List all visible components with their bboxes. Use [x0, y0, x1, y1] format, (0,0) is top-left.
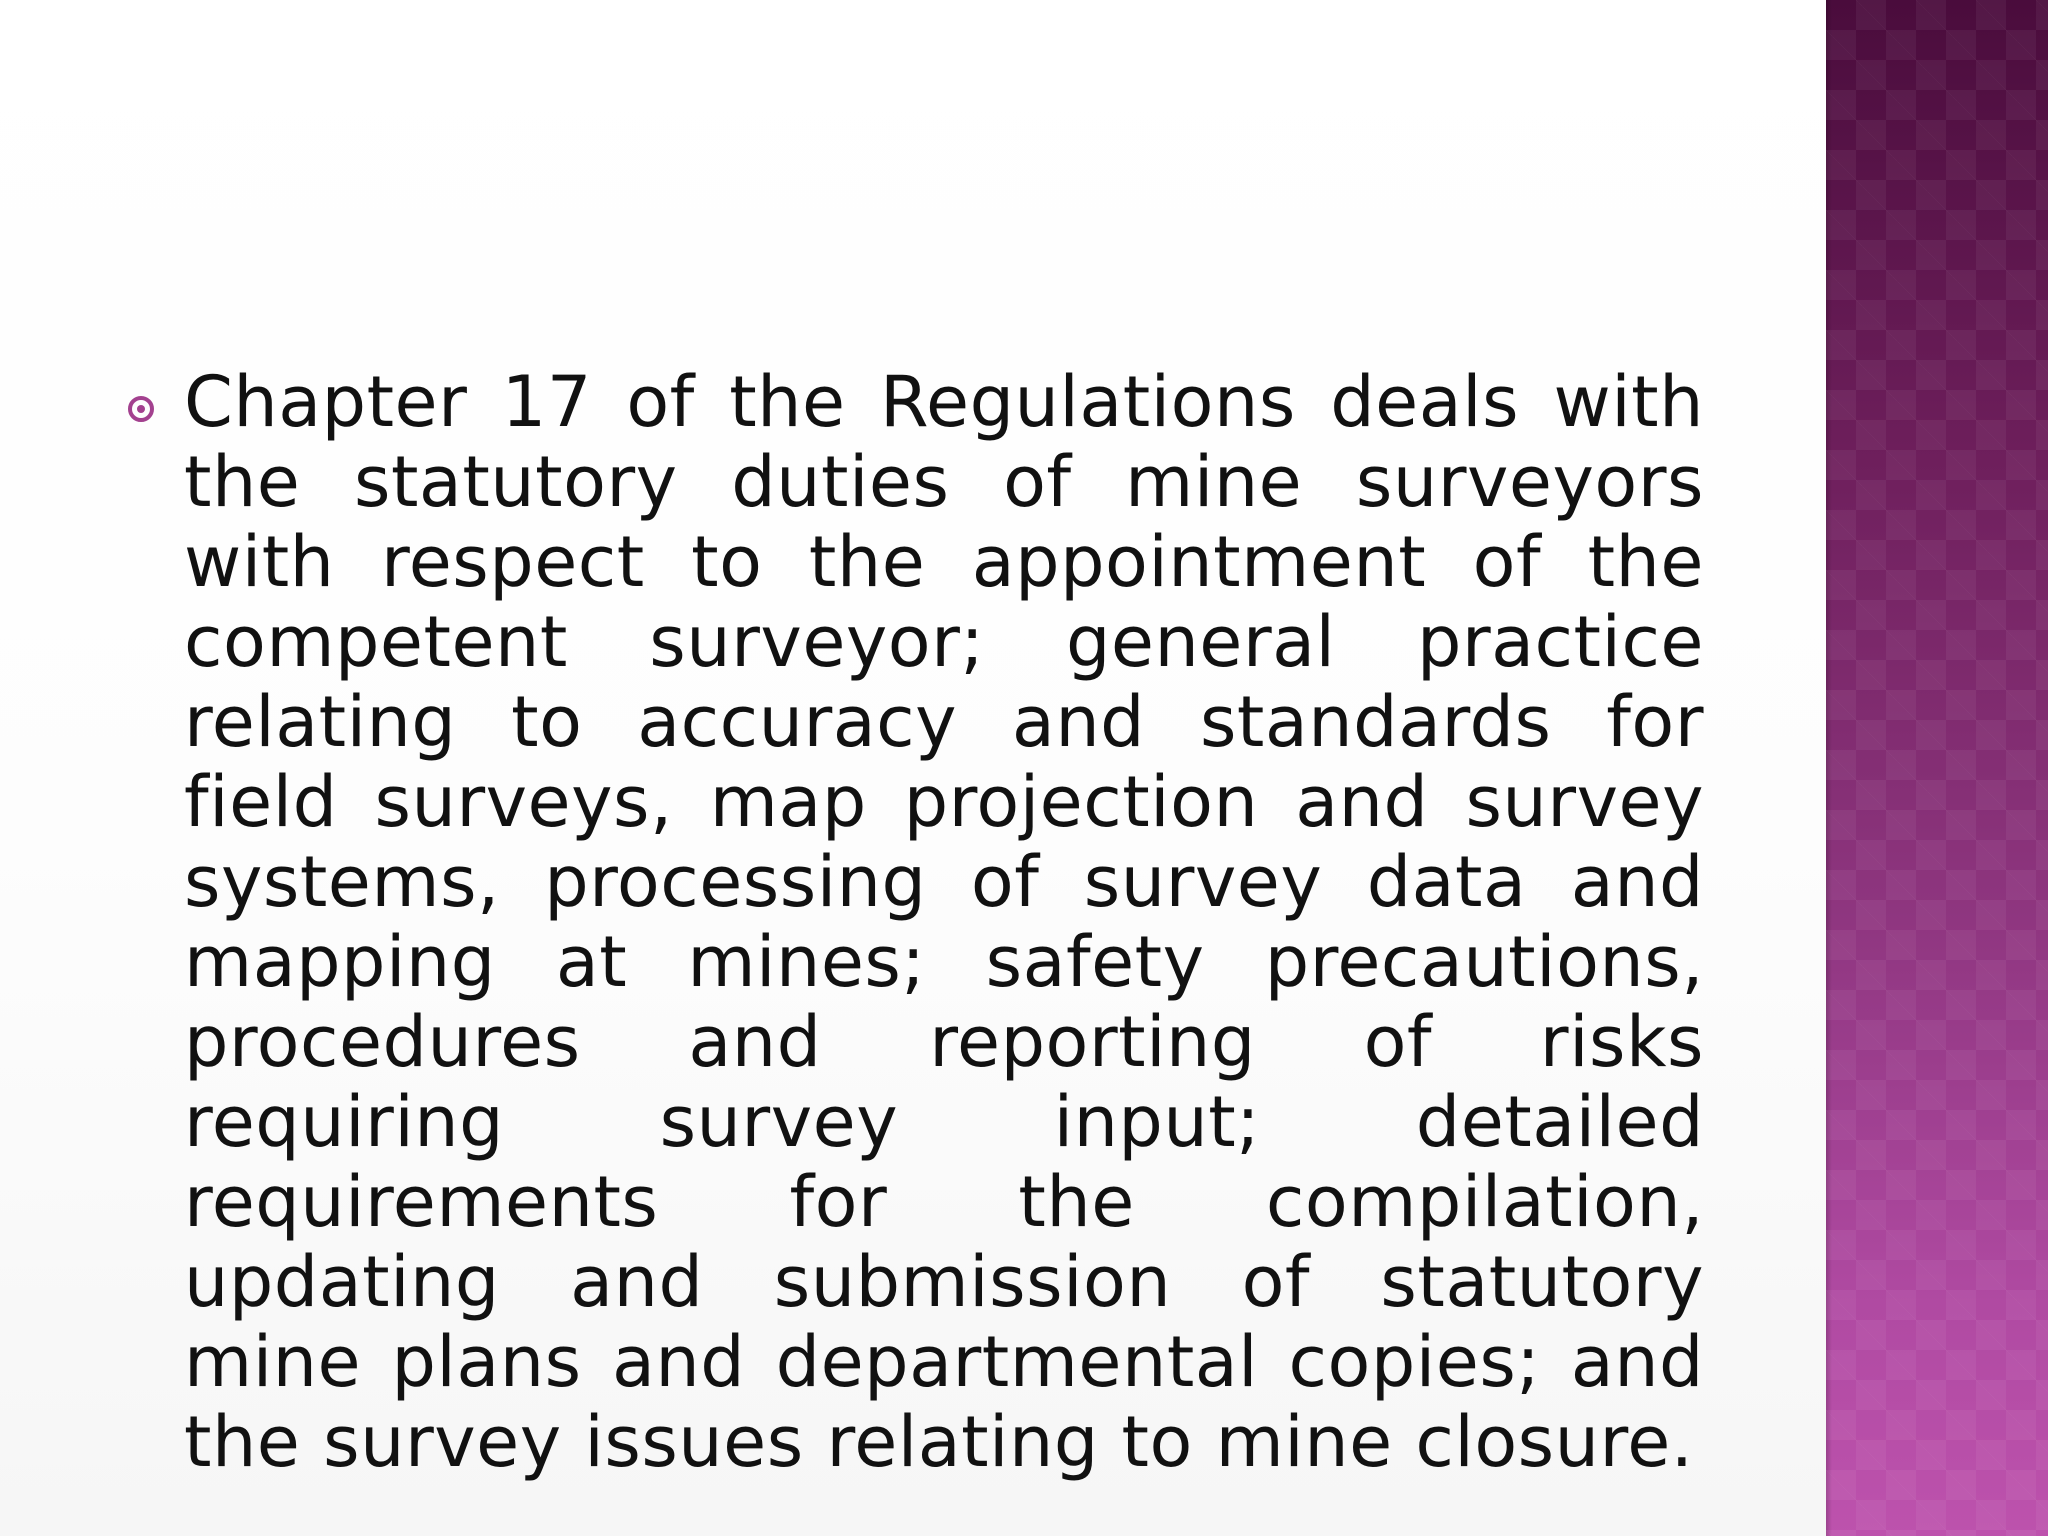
- bullet-text: Chapter 17 of the Regulations deals with the statutory duties of mine surveyors with respect to the appointment of the competent surveyor; general practice relating to accuracy and standards for field surveys, map projection and survey systems, processing of survey data and mapping at mines; safety precautions, procedures and reporting of risks requiring survey input; detailed requirements for the compilation, updating and submission of statutory mine plans and departmental copies; and the survey issues relating to mine closure.: [184, 361, 1704, 1483]
- decorative-side-band: [1826, 0, 2048, 1536]
- circle-dot-icon: [128, 396, 154, 422]
